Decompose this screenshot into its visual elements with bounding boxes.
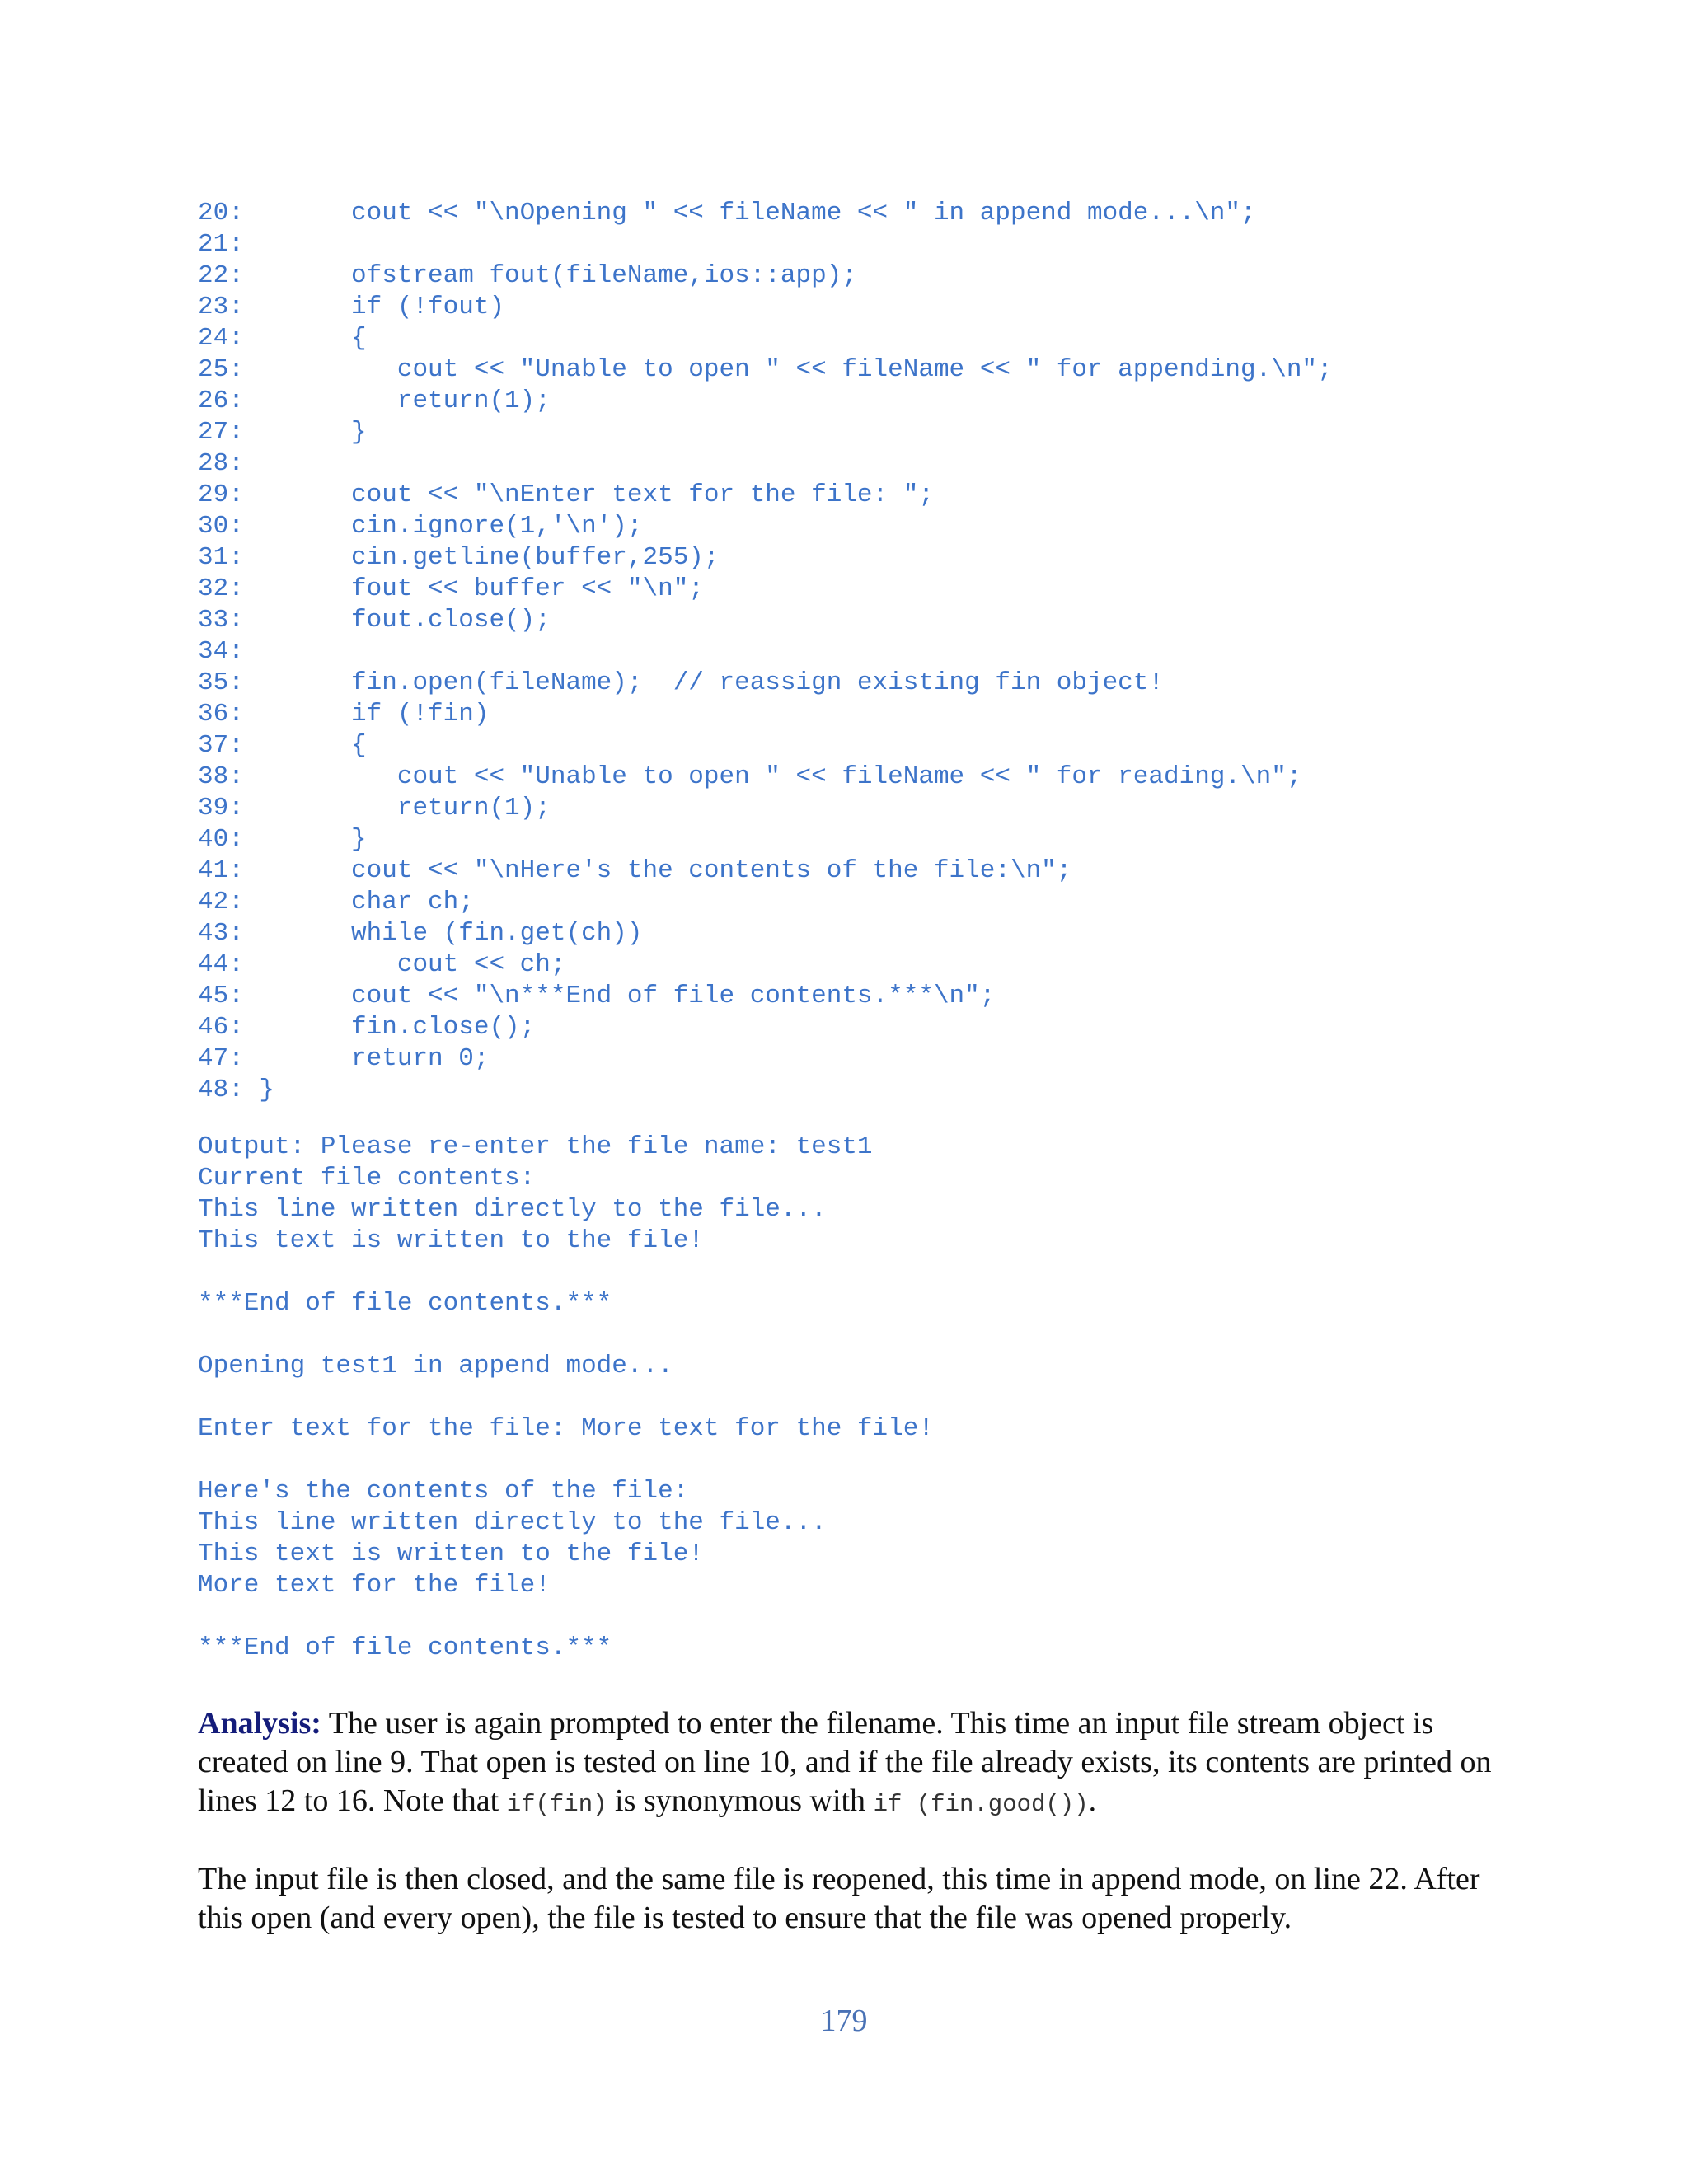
code-line: 47: return 0; — [198, 1044, 490, 1073]
analysis-label: Analysis: — [198, 1706, 321, 1741]
code-line: 22: ofstream fout(fileName,ios::app); — [198, 261, 857, 290]
code-line: 21: — [198, 230, 244, 259]
output-line: Enter text for the file: More text for the file! — [198, 1414, 934, 1443]
code-line: 25: cout << "Unable to open " << fileName << " for appending.\n"; — [198, 355, 1333, 384]
code-line: 27: } — [198, 418, 367, 447]
analysis-text-1: The user is again prompted to enter the filename. This time an input file stream object is created on line 9. That open is tested on line 10, and if the file already exists, its contents are printed on lines 12 to 16. Note that — [198, 1706, 1492, 1818]
program-output — [198, 1132, 934, 1664]
code-line: 44: cout << ch; — [198, 950, 566, 979]
analysis-paragraph — [198, 1704, 1500, 1824]
output-line — [198, 1257, 934, 1288]
output-line — [198, 1445, 934, 1476]
code-line: 34: — [198, 637, 244, 666]
code-listing — [198, 198, 1333, 1106]
code-line: 28: — [198, 449, 244, 478]
code-line: 38: cout << "Unable to open " << fileName << " for reading.\n"; — [198, 762, 1302, 791]
output-line: This line written directly to the file... — [198, 1195, 827, 1224]
code-line: 35: fin.open(fileName); // reassign existing fin object! — [198, 668, 1164, 697]
code-line: 43: while (fin.get(ch)) — [198, 919, 643, 948]
page-number: 179 — [820, 2004, 868, 2038]
output-line — [198, 1319, 934, 1351]
closing-paragraph: The input file is then closed, and the same file is reopened, this time in append mode, on line 22. After this open (and every open), the file is tested to ensure that the file was opened properly. — [198, 1862, 1480, 1935]
analysis-text-3: . — [1088, 1783, 1097, 1818]
analysis-text-2: is synonymous with — [607, 1783, 874, 1818]
inline-code-if-fin: if(fin) — [506, 1791, 607, 1818]
code-line: 46: fin.close(); — [198, 1013, 536, 1042]
code-line: 32: fout << buffer << "\n"; — [198, 574, 704, 603]
output-line: Current file contents: — [198, 1164, 536, 1193]
output-line: This text is written to the file! — [198, 1540, 704, 1568]
code-line: 31: cin.getline(buffer,255); — [198, 543, 720, 572]
inline-code-fin-good: if (fin.good()) — [873, 1791, 1089, 1818]
code-line: 30: cin.ignore(1,'\n'); — [198, 512, 643, 541]
code-line: 39: return(1); — [198, 794, 551, 823]
output-line — [198, 1601, 934, 1633]
output-line — [198, 1382, 934, 1413]
output-line: This text is written to the file! — [198, 1226, 704, 1255]
code-line: 48: } — [198, 1076, 275, 1104]
code-line: 36: if (!fin) — [198, 700, 490, 729]
output-line: Opening test1 in append mode... — [198, 1352, 673, 1380]
code-line: 26: return(1); — [198, 387, 551, 415]
output-line: Here's the contents of the file: — [198, 1477, 689, 1506]
output-line: ***End of file contents.*** — [198, 1633, 612, 1662]
code-line: 45: cout << "\n***End of file contents.***\n"; — [198, 982, 996, 1010]
code-line: 24: { — [198, 324, 367, 353]
code-line: 37: { — [198, 731, 367, 760]
output-line: ***End of file contents.*** — [198, 1289, 612, 1318]
code-line: 23: if (!fout) — [198, 293, 505, 321]
output-line: More text for the file! — [198, 1571, 551, 1600]
output-line: Output: Please re-enter the file name: test1 — [198, 1132, 873, 1161]
code-line: 33: fout.close(); — [198, 606, 551, 635]
code-line: 41: cout << "\nHere's the contents of the file:\n"; — [198, 856, 1072, 885]
code-line: 42: char ch; — [198, 888, 474, 916]
output-line: This line written directly to the file... — [198, 1508, 827, 1537]
code-line: 29: cout << "\nEnter text for the file: "; — [198, 480, 934, 509]
code-line: 40: } — [198, 825, 367, 854]
code-line: 20: cout << "\nOpening " << fileName << " in append mode...\n"; — [198, 199, 1256, 227]
